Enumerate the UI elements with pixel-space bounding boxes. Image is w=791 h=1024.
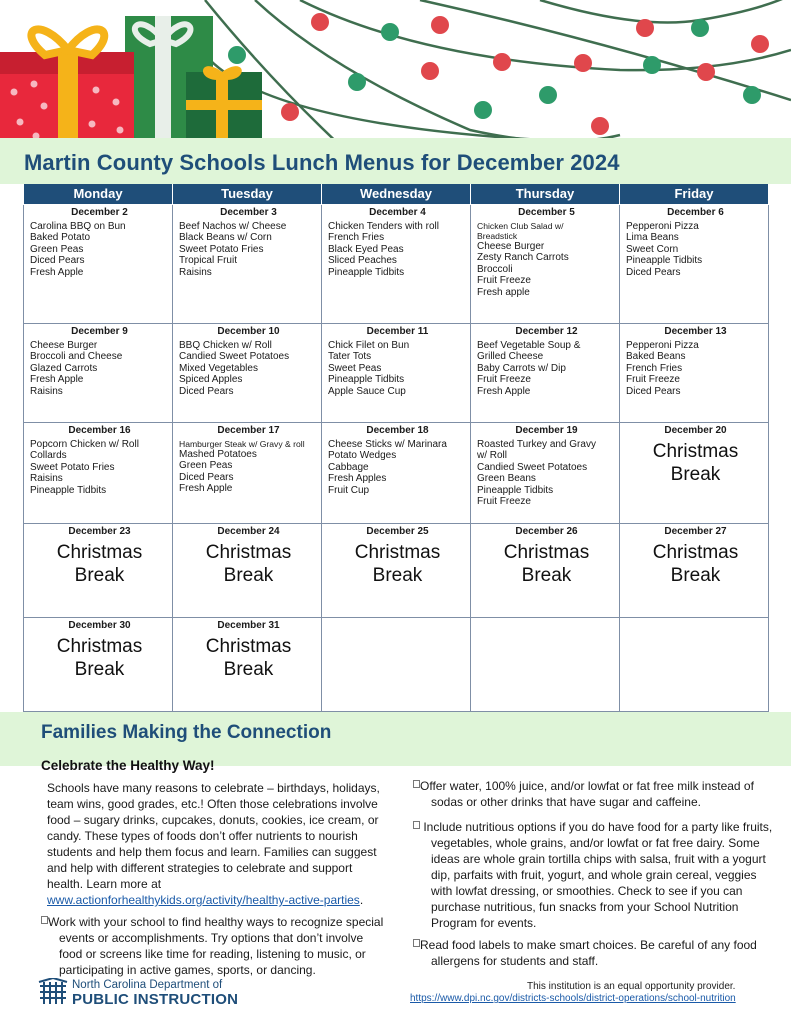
- intro-text: Schools have many reasons to celebrate – birthdays, holidays, team wins, good grades, etc.! Often those celebrations involve food – sugary drinks, cupcakes, donuts, cookies, ice cream, or candy. These types of foods don’t offer nutrients to nourish students and help them focus and learn. Families can suggest and help with different strategies to celebrate and support health. Learn more at: [47, 781, 380, 891]
- menu-item: Sweet Corn: [626, 243, 679, 255]
- day-date: December 30: [68, 619, 131, 631]
- menu-item: Collards: [30, 450, 67, 462]
- menu-item: Pepperoni Pizza: [626, 339, 699, 351]
- day-date: December 2: [71, 206, 128, 218]
- day-cell: [471, 617, 620, 711]
- weekday-header-row: [24, 184, 769, 204]
- day-cell: [620, 523, 769, 617]
- week-row: [24, 422, 769, 523]
- menu-item: Diced Pears: [626, 266, 681, 278]
- menu-item: Fresh apple: [477, 286, 530, 298]
- menu-item: Apple Sauce Cup: [328, 385, 406, 397]
- day-cell: [173, 523, 322, 617]
- menu-item: Raisins: [30, 385, 63, 397]
- menu-item: BBQ Chicken w/ Roll: [179, 339, 272, 351]
- menu-item: Fruit Freeze: [477, 495, 531, 507]
- page-title: Martin County Schools Lunch Menus for December 2024: [24, 150, 620, 175]
- day-cell: [322, 617, 471, 711]
- menu-item: Green Beans: [477, 473, 536, 485]
- menu-item: Diced Pears: [30, 255, 85, 267]
- day-cell: [173, 617, 322, 711]
- bullet-item: [413, 819, 775, 931]
- day-cell: [471, 323, 620, 422]
- menu-item: French Fries: [626, 362, 683, 374]
- holiday-decoration: [0, 0, 791, 150]
- christmas-break-label: Christmas Break: [652, 440, 739, 485]
- day-cell: [620, 422, 769, 523]
- menu-item: Chicken Tenders with roll: [328, 220, 439, 232]
- ncdpi-emblem-icon: [38, 978, 68, 1006]
- day-cell: [471, 523, 620, 617]
- menu-item: Mashed Potatoes: [179, 448, 257, 460]
- menu-item: Raisins: [179, 266, 212, 278]
- menu-item: Sweet Potato Fries: [30, 461, 115, 473]
- menu-item: Fresh Apple: [477, 385, 531, 397]
- weekday-header: Thursday: [471, 184, 620, 204]
- menu-item: Baby Carrots w/ Dip: [477, 362, 566, 374]
- bullet-item: [413, 937, 775, 969]
- day-date: December 9: [71, 325, 128, 337]
- menu-item: Pineapple Tidbits: [626, 255, 703, 267]
- day-cell: [173, 422, 322, 523]
- menu-item: Potato Wedges: [328, 450, 397, 462]
- day-date: December 27: [664, 525, 727, 537]
- menu-item: Fruit Freeze: [477, 275, 531, 287]
- weekday-header: Wednesday: [322, 184, 471, 204]
- day-cell: [322, 523, 471, 617]
- menu-item: Roasted Turkey and Gravy: [477, 438, 596, 450]
- menu-item: Green Peas: [30, 243, 84, 255]
- day-cell: [173, 204, 322, 323]
- menu-item: Beef Nachos w/ Cheese: [179, 220, 287, 232]
- checkbox-icon: [413, 780, 420, 788]
- checkbox-icon: [413, 821, 420, 829]
- menu-item: Sliced Peaches: [328, 255, 397, 267]
- day-cell: [620, 323, 769, 422]
- day-cell: [620, 617, 769, 711]
- day-date: December 17: [217, 424, 280, 436]
- lunch-menu-calendar: [23, 184, 769, 712]
- day-date: December 11: [366, 325, 429, 337]
- menu-item: Fresh Apple: [30, 374, 84, 386]
- menu-item: w/ Roll: [477, 450, 508, 462]
- menu-item: Candied Sweet Potatoes: [179, 351, 290, 363]
- menu-item: Broccoli: [477, 263, 513, 275]
- day-cell: [173, 323, 322, 422]
- menu-item: Green Peas: [179, 460, 233, 472]
- logo-line1: North Carolina Department of: [72, 979, 223, 991]
- menu-item: Sweet Potato Fries: [179, 243, 264, 255]
- healthy-parties-link[interactable]: www.actionforhealthykids.org/activity/healthy-active-parties: [47, 893, 360, 907]
- bullet-text: Work with your school to find healthy ways to recognize special events or accomplishments. Try options that don’t involve food or screens like time for reading, listening to music, or participating in active games, sports, or dancing.: [48, 915, 384, 977]
- menu-item: Fruit Cup: [328, 484, 370, 496]
- day-date: December 23: [68, 525, 131, 537]
- menu-item: Cheese Burger: [30, 339, 98, 351]
- day-cell: [24, 617, 173, 711]
- menu-item: French Fries: [328, 232, 385, 244]
- menu-item: Pineapple Tidbits: [477, 484, 554, 496]
- menu-item: Sweet Peas: [328, 362, 382, 374]
- menu-item: Hamburger Steak w/ Gravy & roll: [179, 438, 305, 449]
- menu-item: Pineapple Tidbits: [30, 484, 107, 496]
- menu-item: Pineapple Tidbits: [328, 266, 405, 278]
- menu-item: Cheese Sticks w/ Marinara: [328, 438, 447, 450]
- families-right-column: [413, 778, 775, 969]
- menu-item: Pepperoni Pizza: [626, 220, 699, 232]
- logo-line2: PUBLIC INSTRUCTION: [72, 991, 239, 1008]
- menu-item: Breadstick: [477, 230, 518, 241]
- day-date: December 19: [515, 424, 578, 436]
- day-cell: [24, 323, 173, 422]
- bullet-text: Read food labels to make smart choices. Be careful of any food allergens for students and staff.: [420, 938, 757, 968]
- day-cell: [322, 323, 471, 422]
- dpi-nutrition-link[interactable]: https://www.dpi.nc.gov/districts-schools/district-operations/school-nutrition: [410, 993, 736, 1004]
- christmas-break-label: Christmas Break: [503, 541, 590, 586]
- menu-item: Tater Tots: [328, 351, 372, 363]
- weekday-header: Tuesday: [173, 184, 322, 204]
- celebrate-subtitle: Celebrate the Healthy Way!: [41, 758, 215, 773]
- day-date: December 4: [369, 206, 426, 218]
- week-row: [24, 323, 769, 422]
- day-cell: [322, 204, 471, 323]
- weekday-header: Friday: [620, 184, 769, 204]
- menu-item: Fresh Apples: [328, 473, 387, 485]
- bullet-item: [41, 914, 387, 978]
- bullet-item: [413, 778, 775, 810]
- menu-item: Chicken Club Salad w/: [477, 220, 564, 231]
- menu-item: Lima Beans: [626, 232, 679, 244]
- christmas-break-label: Christmas Break: [56, 541, 143, 586]
- week-row: [24, 204, 769, 323]
- bullet-text: Offer water, 100% juice, and/or lowfat or fat free milk instead of sodas or other drinks that have sugar and caffeine.: [420, 779, 754, 809]
- day-date: December 24: [217, 525, 280, 537]
- day-date: December 18: [366, 424, 429, 436]
- menu-item: Tropical Fruit: [179, 255, 237, 267]
- equal-opportunity-text: This institution is an equal opportunity provider.: [527, 981, 736, 992]
- day-date: December 16: [68, 424, 131, 436]
- menu-item: Chick Filet on Bun: [328, 339, 410, 351]
- menu-item: Broccoli and Cheese: [30, 351, 123, 363]
- week-row: [24, 523, 769, 617]
- day-date: December 5: [518, 206, 575, 218]
- menu-item: Mixed Vegetables: [179, 362, 258, 374]
- menu-item: Cabbage: [328, 461, 369, 473]
- families-left-column: [47, 780, 387, 978]
- christmas-break-label: Christmas Break: [205, 635, 292, 680]
- day-cell: [471, 422, 620, 523]
- gift-boxes-icon: [0, 16, 262, 144]
- menu-item: Cheese Burger: [477, 240, 545, 252]
- menu-item: Candied Sweet Potatoes: [477, 461, 588, 473]
- menu-item: Grilled Cheese: [477, 351, 544, 363]
- menu-item: Spiced Apples: [179, 374, 243, 386]
- day-cell: [471, 204, 620, 323]
- menu-item: Baked Potato: [30, 232, 91, 244]
- menu-item: Fresh Apple: [179, 483, 233, 495]
- christmas-break-label: Christmas Break: [652, 541, 739, 586]
- day-date: December 31: [217, 619, 280, 631]
- checkbox-icon: [413, 939, 420, 947]
- week-row: [24, 617, 769, 711]
- menu-item: Raisins: [30, 473, 63, 485]
- checkbox-icon: [41, 916, 48, 924]
- menu-item: Black Eyed Peas: [328, 243, 404, 255]
- day-date: December 12: [515, 325, 578, 337]
- christmas-break-label: Christmas Break: [205, 541, 292, 586]
- menu-item: Diced Pears: [179, 385, 234, 397]
- menu-item: Zesty Ranch Carrots: [477, 252, 569, 264]
- menu-item: Black Beans w/ Corn: [179, 232, 272, 244]
- menu-item: Diced Pears: [626, 385, 681, 397]
- ncdpi-logo: [38, 978, 238, 1008]
- day-date: December 13: [664, 325, 727, 337]
- day-date: December 6: [667, 206, 724, 218]
- bullet-text: Include nutritious options if you do have food for a party like fruits, vegetables, whole grains, and/or lowfat or fat free dairy. Some ideas are whole grain tortilla chips with salsa, fruit with a yogurt dip, parfaits with fruit, yogurt, and whole grain cereal, veggies with lowfat dressing, or smoothies. Check to see if you can purchase nutritious, fun snacks from your School Nutrition Program for events.: [423, 820, 773, 930]
- menu-item: Carolina BBQ on Bun: [30, 220, 126, 232]
- christmas-break-label: Christmas Break: [354, 541, 441, 586]
- intro-end: .: [359, 893, 364, 907]
- menu-item: Beef Vegetable Soup &: [477, 339, 581, 351]
- families-title: Families Making the Connection: [41, 722, 332, 743]
- day-date: December 20: [664, 424, 727, 436]
- day-cell: [322, 422, 471, 523]
- day-date: December 3: [220, 206, 277, 218]
- day-cell: [620, 204, 769, 323]
- christmas-break-label: Christmas Break: [56, 635, 143, 680]
- menu-item: Glazed Carrots: [30, 362, 98, 374]
- menu-item: Fresh Apple: [30, 266, 84, 278]
- menu-item: Diced Pears: [179, 471, 234, 483]
- menu-item: Popcorn Chicken w/ Roll: [30, 438, 139, 450]
- day-date: December 25: [366, 525, 429, 537]
- day-cell: [24, 204, 173, 323]
- menu-item: Fruit Freeze: [626, 374, 680, 386]
- weekday-header: Monday: [24, 184, 173, 204]
- day-cell: [24, 523, 173, 617]
- day-date: December 26: [515, 525, 578, 537]
- menu-item: Pineapple Tidbits: [328, 374, 405, 386]
- intro-paragraph: [47, 780, 387, 908]
- menu-item: Baked Beans: [626, 351, 686, 363]
- day-cell: [24, 422, 173, 523]
- menu-item: Fruit Freeze: [477, 374, 531, 386]
- day-date: December 10: [217, 325, 280, 337]
